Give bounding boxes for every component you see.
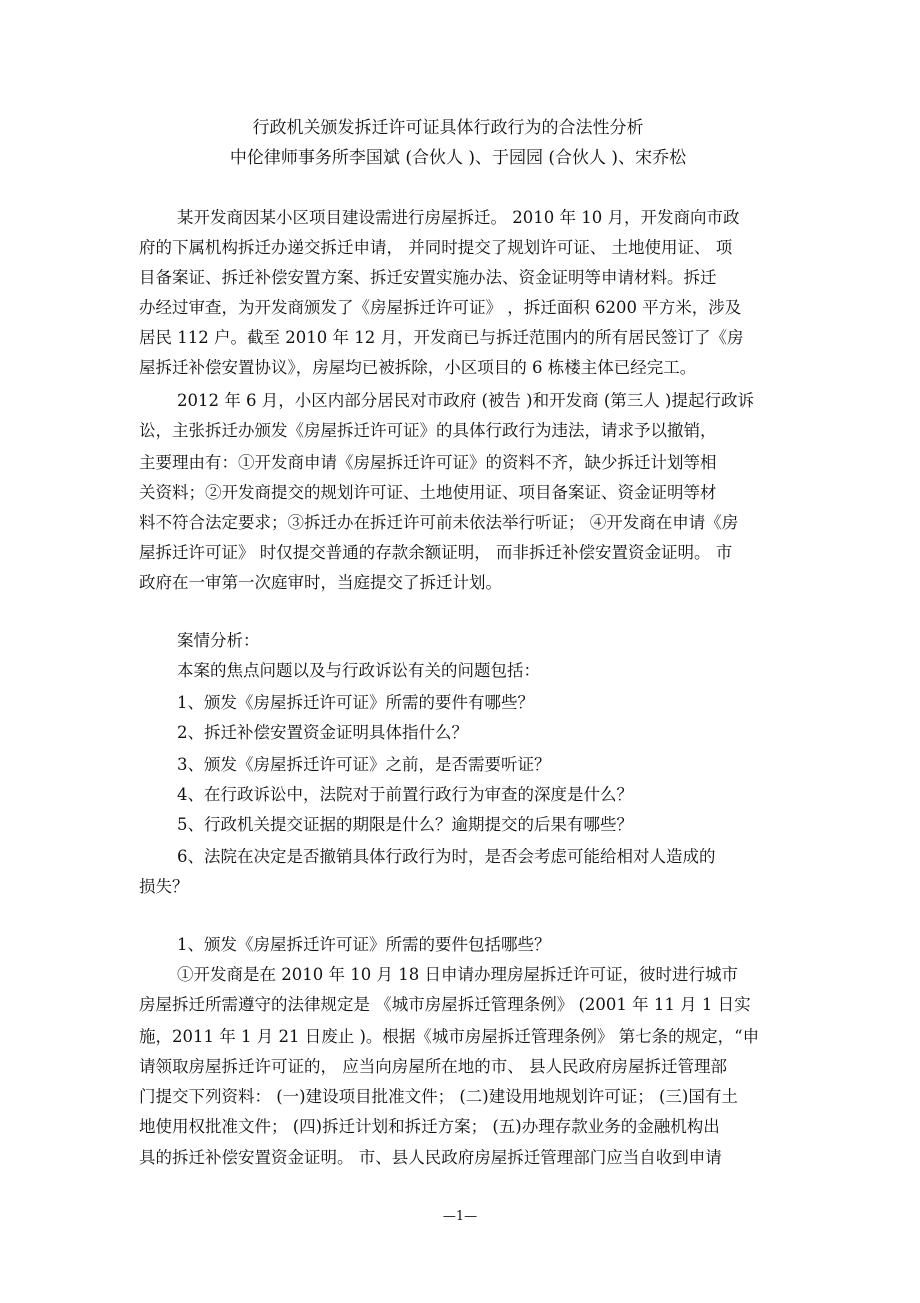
body-line: 具的拆迁补偿安置资金证明。 市、县人民政府房屋拆迁管理部门应当自收到申请 bbox=[139, 1148, 722, 1167]
body-line: 施，2011 年 1 月 21 日废止 )。根据《城市房屋拆迁管理条例》 第七条的规定，“申 bbox=[139, 1027, 760, 1046]
body-line: 某开发商因某小区项目建设需进行房屋拆迁。 2010 年 10 月，开发商向市政 bbox=[177, 208, 740, 227]
analysis-heading: 案情分析： bbox=[177, 631, 260, 650]
question-item: 2、拆迁补偿安置资金证明具体指什么？ bbox=[177, 723, 468, 742]
page-number: —1— bbox=[442, 1209, 478, 1224]
body-line: 办经过审查，为开发商颁发了《房屋拆迁许可证》 ，拆迁面积 6200 平方米，涉及 bbox=[139, 298, 742, 317]
section-heading: 1、颁发《房屋拆迁许可证》所需的要件包括哪些？ bbox=[177, 935, 551, 954]
question-item: 6、法院在决定是否撤销具体行政行为时，是否会考虑可能给相对人造成的 bbox=[177, 847, 716, 866]
question-item: 3、颁发《房屋拆迁许可证》之前，是否需要听证？ bbox=[177, 755, 551, 774]
body-line: 关资料；②开发商提交的规划许可证、土地使用证、项目备案证、资金证明等材 bbox=[139, 483, 717, 502]
body-line: 讼，主张拆迁办颁发《房屋拆迁许可证》的具体行政行为违法，请求予以撤销， bbox=[139, 421, 717, 440]
body-line: 料不符合法定要求；③拆迁办在拆迁许可前未依法举行听证； ④开发商在申请《房 bbox=[139, 513, 739, 532]
question-item: 1、颁发《房屋拆迁许可证》所需的要件有哪些？ bbox=[177, 693, 534, 712]
body-line: ①开发商是在 2010 年 10 月 18 日申请办理房屋拆迁许可证，彼时进行城市 bbox=[177, 965, 738, 984]
body-line: 本案的焦点问题以及与行政诉讼有关的问题包括： bbox=[177, 661, 540, 680]
question-item: 损失？ bbox=[139, 877, 189, 896]
body-line: 目备案证、拆迁补偿安置方案、拆迁安置实施办法、资金证明等申请材料。拆迁 bbox=[139, 268, 717, 287]
body-line: 房屋拆迁所需遵守的法律规定是 《城市房屋拆迁管理条例》 (2001 年 11 月 1 日实 bbox=[139, 995, 751, 1014]
body-line: 地使用权批准文件； (四)拆迁计划和拆迁方案； (五)办理存款业务的金融机构出 bbox=[139, 1117, 720, 1136]
document-authors: 中伦律师事务所李国斌 (合伙人 )、于园园 (合伙人 )、宋乔松 bbox=[229, 148, 687, 168]
body-line: 2012 年 6 月，小区内部分居民对市政府 (被告 )和开发商 (第三人 )提起行政诉 bbox=[177, 391, 754, 410]
body-line: 门提交下列资料： (一)建设项目批准文件； (二)建设用地规划许可证； (三)国有土 bbox=[139, 1087, 738, 1106]
body-line: 主要理由有：①开发商申请《房屋拆迁许可证》的资料不齐，缺少拆迁计划等相 bbox=[139, 453, 717, 472]
body-line: 屋拆迁补偿安置协议》，房屋均已被拆除，小区项目的 6 栋楼主体已经完工。 bbox=[139, 358, 697, 377]
body-line: 居民 112 户。截至 2010 年 12 月，开发商已与拆迁范围内的所有居民签订了《房 bbox=[139, 328, 744, 347]
body-line: 请领取房屋拆迁许可证的， 应当向房屋所在地的市、 县人民政府房屋拆迁管理部 bbox=[139, 1057, 727, 1076]
question-item: 5、行政机关提交证据的期限是什么？逾期提交的后果有哪些？ bbox=[177, 815, 633, 834]
body-line: 屋拆迁许可证》 时仅提交普通的存款余额证明， 而非拆迁补偿安置资金证明。 市 bbox=[139, 543, 733, 562]
body-line: 政府在一审第一次庭审时，当庭提交了拆迁计划。 bbox=[139, 573, 502, 592]
question-item: 4、在行政诉讼中，法院对于前置行政行为审查的深度是什么？ bbox=[177, 785, 633, 804]
document-title: 行政机关颁发拆迁许可证具体行政行为的合法性分析 bbox=[252, 118, 644, 138]
body-line: 府的下属机构拆迁办递交拆迁申请， 并同时提交了规划许可证、 土地使用证、 项 bbox=[139, 238, 733, 257]
